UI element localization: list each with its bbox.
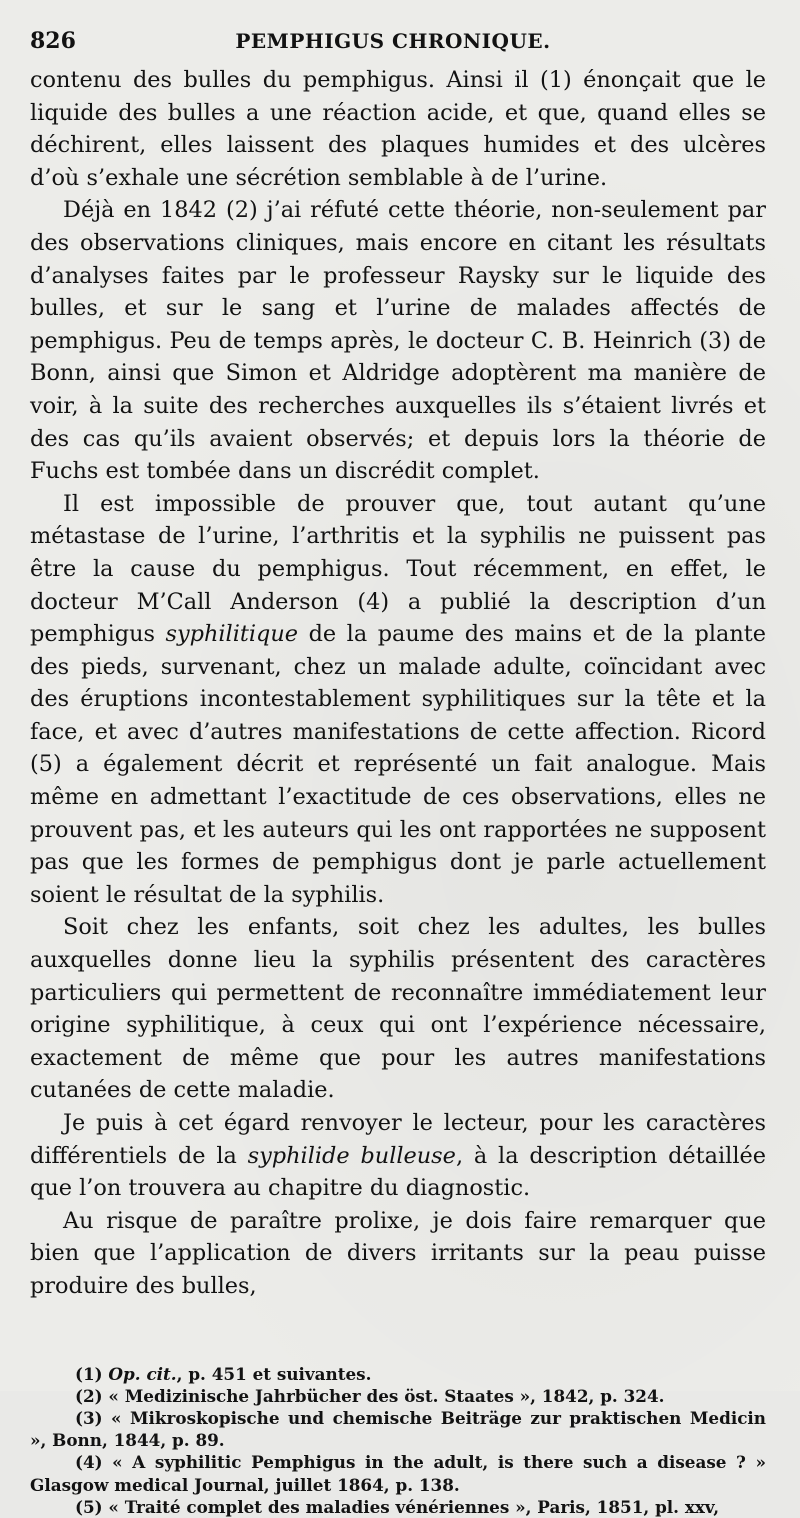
text-run: de la paume des mains et de la plante des pieds, survenant, chez un malade adulte, coïncidant avec des éruptions incontestablement syphilitiques sur la tête et la face, et avec d’autres manifestations de cette affection. Ricord (5) a également décrit et représenté un fait analogue. Mais même en admettant l’exactitude de ces observations, elles ne prouvent pas, et les auteurs qui les ont rapportées ne supposent pas que les formes de pemphigus dont je parle actuellement soient le résultat de la syphilis. xyxy=(30,621,766,908)
text-run: (2) « Medizinische Jahrbücher des öst. Staates », 1842, p. 324. xyxy=(75,1385,665,1406)
text-run: , à la description détaillée que l’on trouvera au chapitre du diagnostic. xyxy=(30,1142,766,1202)
text-run: contenu des bulles du pemphigus. Ainsi il (1) énonçait que le liquide des bulles a une réaction acide, et que, quand elles se déchirent, elles laissent des plaques humides et des ulcères d’où s’exhale une sécrétion semblable à de l’urine. xyxy=(30,67,766,191)
paragraph xyxy=(30,64,766,194)
footnote xyxy=(30,1385,766,1407)
body-text xyxy=(30,64,766,1303)
running-title: PEMPHIGUS CHRONIQUE. xyxy=(235,29,551,53)
footnote xyxy=(30,1363,766,1385)
footnote xyxy=(30,1407,766,1451)
footnotes xyxy=(30,1363,766,1518)
paragraph xyxy=(30,1205,766,1303)
paragraph xyxy=(30,911,766,1107)
text-run: Je puis à cet égard renvoyer le lecteur, pour les caractères différentiels de la xyxy=(30,1110,766,1169)
page-number: 826 xyxy=(30,28,76,54)
text-run: (4) « A syphilitic Pemphigus in the adult, is there such a disease ? » Glasgow medical Journal, juillet 1864, p. 138. xyxy=(30,1452,766,1495)
paragraph xyxy=(30,194,766,487)
text-run: Déjà en 1842 (2) j’ai réfuté cette théorie, non-seulement par des observations cliniques, mais encore en citant les résultats d’analyses faites par le professeur Raysky sur le liquide des bulles, et sur le sang et l’urine de malades affectés de pemphigus. Peu de temps après, le docteur C. B. Heinrich (3) de Bonn, ainsi que Simon et Aldridge adoptèrent ma manière de voir, à la suite des recherches auxquelles ils s’étaient livrés et des cas qu’ils avaient observés; et depuis lors la théorie de Fuchs est tombée dans un discrédit complet. xyxy=(30,197,766,485)
text-run: Au risque de paraître prolixe, je dois faire remarquer que bien que l’application de divers irritants sur la peau puisse produire des bulles, xyxy=(30,1207,766,1299)
text-run: Il est impossible de prouver que, tout autant qu’une métastase de l’urine, l’arthritis et la syphilis ne puissent pas être la cause du pemphigus. Tout récemment, en effet, le docteur M’Call Anderson (4) a publié la description d’un pemphigus xyxy=(30,490,766,648)
text-run: , p. 451 et suivantes. xyxy=(176,1363,372,1384)
paragraph xyxy=(30,488,766,912)
italic-text-run: Op. cit. xyxy=(108,1363,177,1384)
text-run: Soit chez les enfants, soit chez les adultes, les bulles auxquelles donne lieu la syphilis présentent des caractères particuliers qui permettent de reconnaître immédiatement leur origine syphilitique, à ceux qui ont l’expérience nécessaire, exactement de même que pour les autres manifestations cutanées de cette maladie. xyxy=(30,914,766,1104)
text-run: (1) xyxy=(75,1363,109,1384)
page-header xyxy=(30,28,766,62)
text-run: (3) « Mikroskopische und chemische Beiträge zur praktischen Medicin », Bonn, 1844, p. 89. xyxy=(30,1407,766,1451)
footnote xyxy=(30,1496,766,1518)
paragraph xyxy=(30,1107,766,1205)
text-run: (5) « Traité complet des maladies vénériennes », Paris, 1851, pl. xxv, xyxy=(75,1496,720,1517)
italic-text-run: syphilitique xyxy=(165,621,299,648)
footnote xyxy=(30,1451,766,1495)
italic-text-run: syphilide bulleuse xyxy=(247,1142,456,1169)
